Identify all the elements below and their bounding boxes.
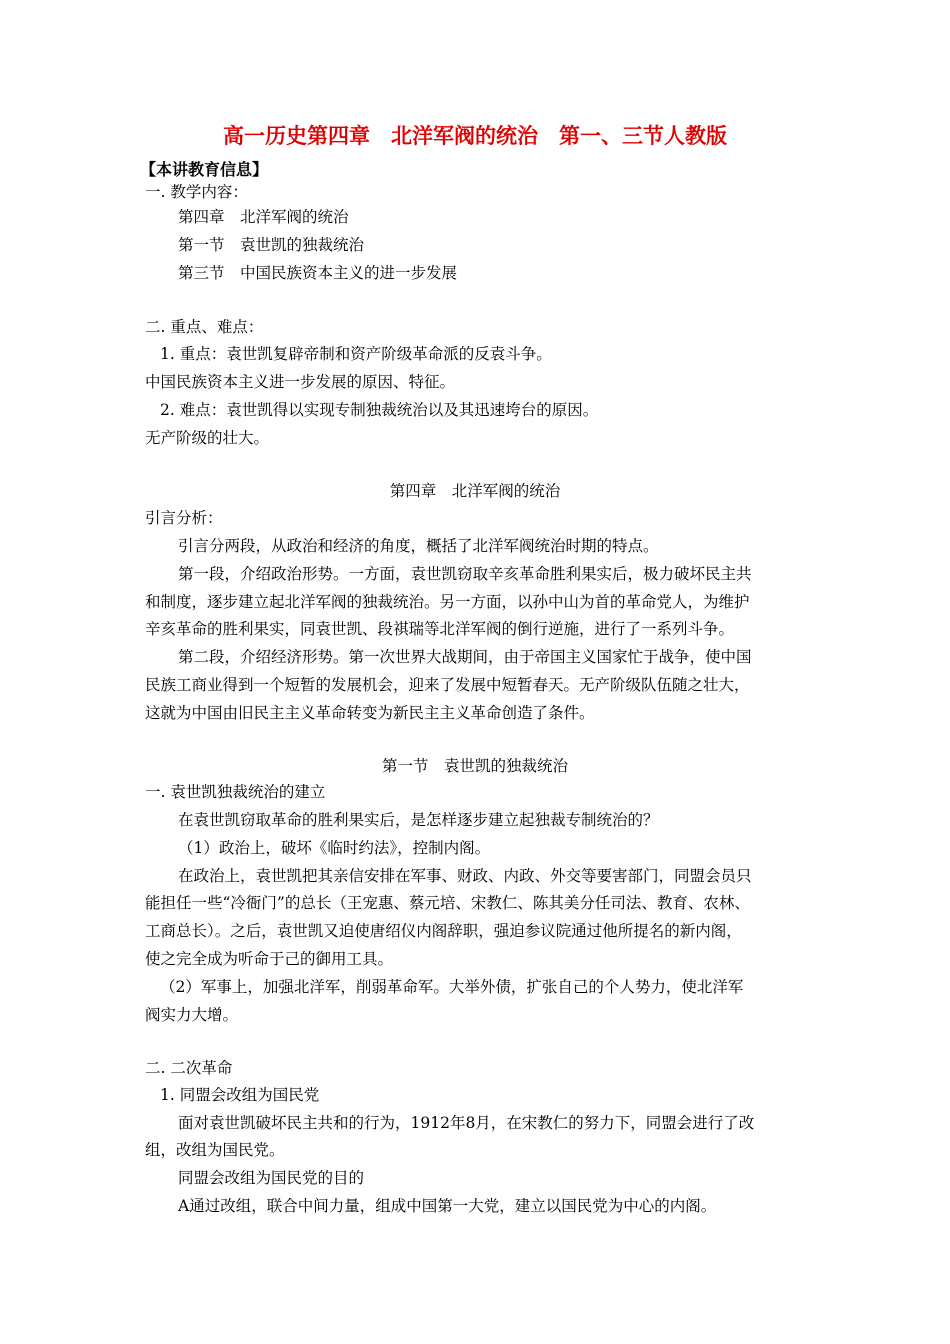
subsection-title: 二. 二次革命 [145, 1059, 233, 1077]
subsection-title: 一. 袁世凯独裁统治的建立 [145, 783, 326, 801]
paragraph-line: 辛亥革命的胜利果实，同袁世凯、段祺瑞等北洋军阀的倒行逆施，进行了一系列斗争。 [145, 620, 735, 638]
key-heading: 二. 重点、难点： [145, 318, 264, 336]
paragraph-line: 第一段，介绍政治形势。一方面，袁世凯窃取辛亥革命胜利果实后，极力破坏民主共 [178, 565, 752, 583]
paragraph-line: 第二段，介绍经济形势。第一次世界大战期间，由于帝国主义国家忙于战争，使中国 [178, 648, 752, 666]
paragraph-line: 面对袁世凯破坏民主共和的行为，1912年8月，在宋教仁的努力下，同盟会进行了改 [178, 1114, 755, 1132]
paragraph-line: 能担任一些“冷衙门”的总长（王宠惠、蔡元培、宋教仁、陈其美分任司法、教育、农林、 [145, 894, 750, 912]
key-point-text: 无产阶级的壮大。 [145, 429, 270, 447]
document-title: 高一历史第四章 北洋军阀的统治 第一、三节人教版 [223, 124, 727, 148]
paragraph-line: 工商总长）。之后，袁世凯又迫使唐绍仪内阁辞职，强迫参议院通过他所提名的新内阁， [145, 922, 742, 940]
content-item: 第三节 中国民族资本主义的进一步发展 [178, 264, 458, 282]
paragraph-line: （1）政治上，破坏《临时约法》，控制内阁。 [178, 839, 491, 857]
paragraph-line: 民族工商业得到一个短暂的发展机会，迎来了发展中短暂春天。无产阶级队伍随之壮大， [145, 676, 750, 694]
key-point: 1. 重点：袁世凯复辟帝制和资产阶级革命派的反袁斗争。 [160, 345, 552, 363]
content-item: 第四章 北洋军阀的统治 [178, 208, 349, 226]
subsection-item: 1. 同盟会改组为国民党 [160, 1086, 320, 1104]
paragraph-line: A通过改组，联合中间力量，组成中国第一大党，建立以国民党为中心的内阁。 [178, 1197, 717, 1215]
paragraph-line: 在袁世凯窃取革命的胜利果实后，是怎样逐步建立起独裁专制统治的？ [178, 811, 659, 829]
chapter-heading: 第四章 北洋军阀的统治 [389, 482, 561, 500]
key-point-text: 中国民族资本主义进一步发展的原因、特征。 [145, 373, 456, 391]
paragraph-line: 和制度，逐步建立起北洋军阀的独裁统治。另一方面，以孙中山为首的革命党人，为维护 [145, 593, 750, 611]
section-heading: 第一节 袁世凯的独裁统治 [381, 757, 568, 775]
paragraph-line: 使之完全成为听命于己的御用工具。 [145, 950, 394, 968]
paragraph-line: 这就为中国由旧民主主义革命转变为新民主主义革命创造了条件。 [145, 704, 595, 722]
paragraph-line: 引言分两段，从政治和经济的角度，概括了北洋军阀统治时期的特点。 [178, 537, 659, 555]
content-heading: 一. 教学内容： [145, 183, 248, 201]
paragraph-line: 在政治上，袁世凯把其亲信安排在军事、财政、内政、外交等要害部门，同盟会员只 [178, 867, 752, 885]
paragraph-line: 组，改组为国民党。 [145, 1141, 285, 1159]
intro-label: 引言分析： [145, 509, 223, 527]
paragraph-line: 阀实力大增。 [145, 1006, 239, 1024]
paragraph-line: （2）军事上，加强北洋军，削弱革命军。大举外债，扩张自己的个人势力，使北洋军 [160, 978, 744, 996]
info-header: 【本讲教育信息】 [140, 160, 269, 179]
key-point: 2. 难点：袁世凯得以实现专制独裁统治以及其迅速垮台的原因。 [160, 401, 599, 419]
content-item: 第一节 袁世凯的独裁统治 [178, 236, 365, 254]
paragraph-line: 同盟会改组为国民党的目的 [178, 1169, 365, 1187]
